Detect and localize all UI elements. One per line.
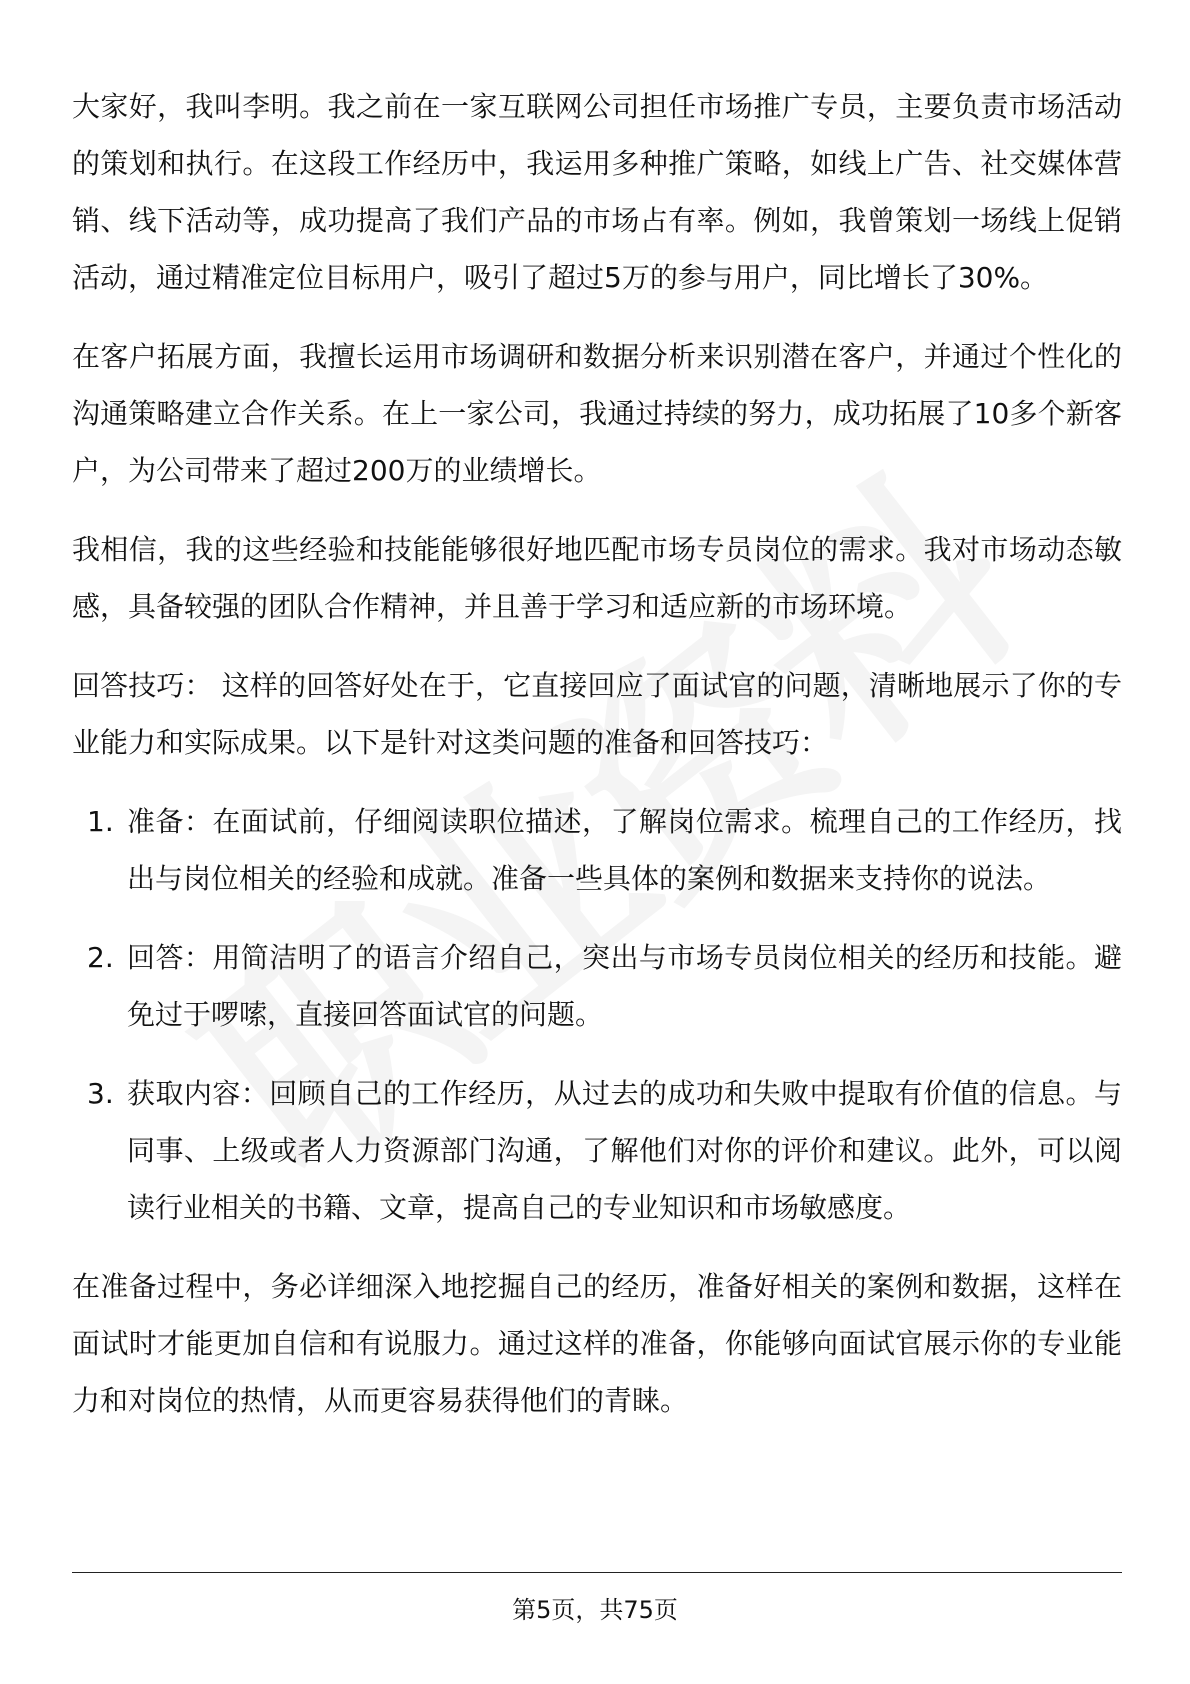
list-item	[72, 1065, 1122, 1236]
tips-list	[72, 793, 1122, 1236]
list-item	[72, 929, 1122, 1043]
paragraph-intro: 大家好，我叫李明。我之前在一家互联网公司担任市场推广专员，主要负责市场活动的策划和执行。在这段工作经历中，我运用多种推广策略，如线上广告、社交媒体营销、线下活动等，成功提高了我们产品的市场占有率。例如，我曾策划一场线上促销活动，通过精准定位目标用户，吸引了超过5万的参与用户，同比增长了30%。	[72, 90, 1122, 294]
list-item	[72, 793, 1122, 907]
paragraph-answer-tips: 回答技巧： 这样的回答好处在于，它直接回应了面试官的问题，清晰地展示了你的专业能力和实际成果。以下是针对这类问题的准备和回答技巧：	[72, 669, 1122, 759]
footer-divider	[72, 1572, 1122, 1573]
paragraph-closing: 在准备过程中，务必详细深入地挖掘自己的经历，准备好相关的案例和数据，这样在面试时才能更加自信和有说服力。通过这样的准备，你能够向面试官展示你的专业能力和对岗位的热情，从而更容易获得他们的青睐。	[72, 1270, 1122, 1417]
list-item-number: 2.	[87, 941, 114, 974]
page-number: 第5页，共75页	[512, 1596, 678, 1624]
page-content	[72, 78, 1122, 1451]
list-item-number: 3.	[87, 1077, 114, 1110]
list-item-number: 1.	[87, 805, 114, 838]
paragraph-client-expansion: 在客户拓展方面，我擅长运用市场调研和数据分析来识别潜在客户，并通过个性化的沟通策略建立合作关系。在上一家公司，我通过持续的努力，成功拓展了10多个新客户，为公司带来了超过200万的业绩增长。	[72, 340, 1122, 487]
paragraph-skills-match: 我相信，我的这些经验和技能能够很好地匹配市场专员岗位的需求。我对市场动态敏感，具备较强的团队合作精神，并且善于学习和适应新的市场环境。	[72, 533, 1122, 623]
list-item-text: 获取内容：回顾自己的工作经历，从过去的成功和失败中提取有价值的信息。与同事、上级或者人力资源部门沟通，了解他们对你的评价和建议。此外，可以阅读行业相关的书籍、文章，提高自己的专业知识和市场敏感度。	[127, 1077, 1122, 1224]
list-item-text: 准备：在面试前，仔细阅读职位描述，了解岗位需求。梳理自己的工作经历，找出与岗位相关的经验和成就。准备一些具体的案例和数据来支持你的说法。	[127, 805, 1122, 895]
list-item-text: 回答：用简洁明了的语言介绍自己，突出与市场专员岗位相关的经历和技能。避免过于啰嗦，直接回答面试官的问题。	[127, 941, 1122, 1031]
